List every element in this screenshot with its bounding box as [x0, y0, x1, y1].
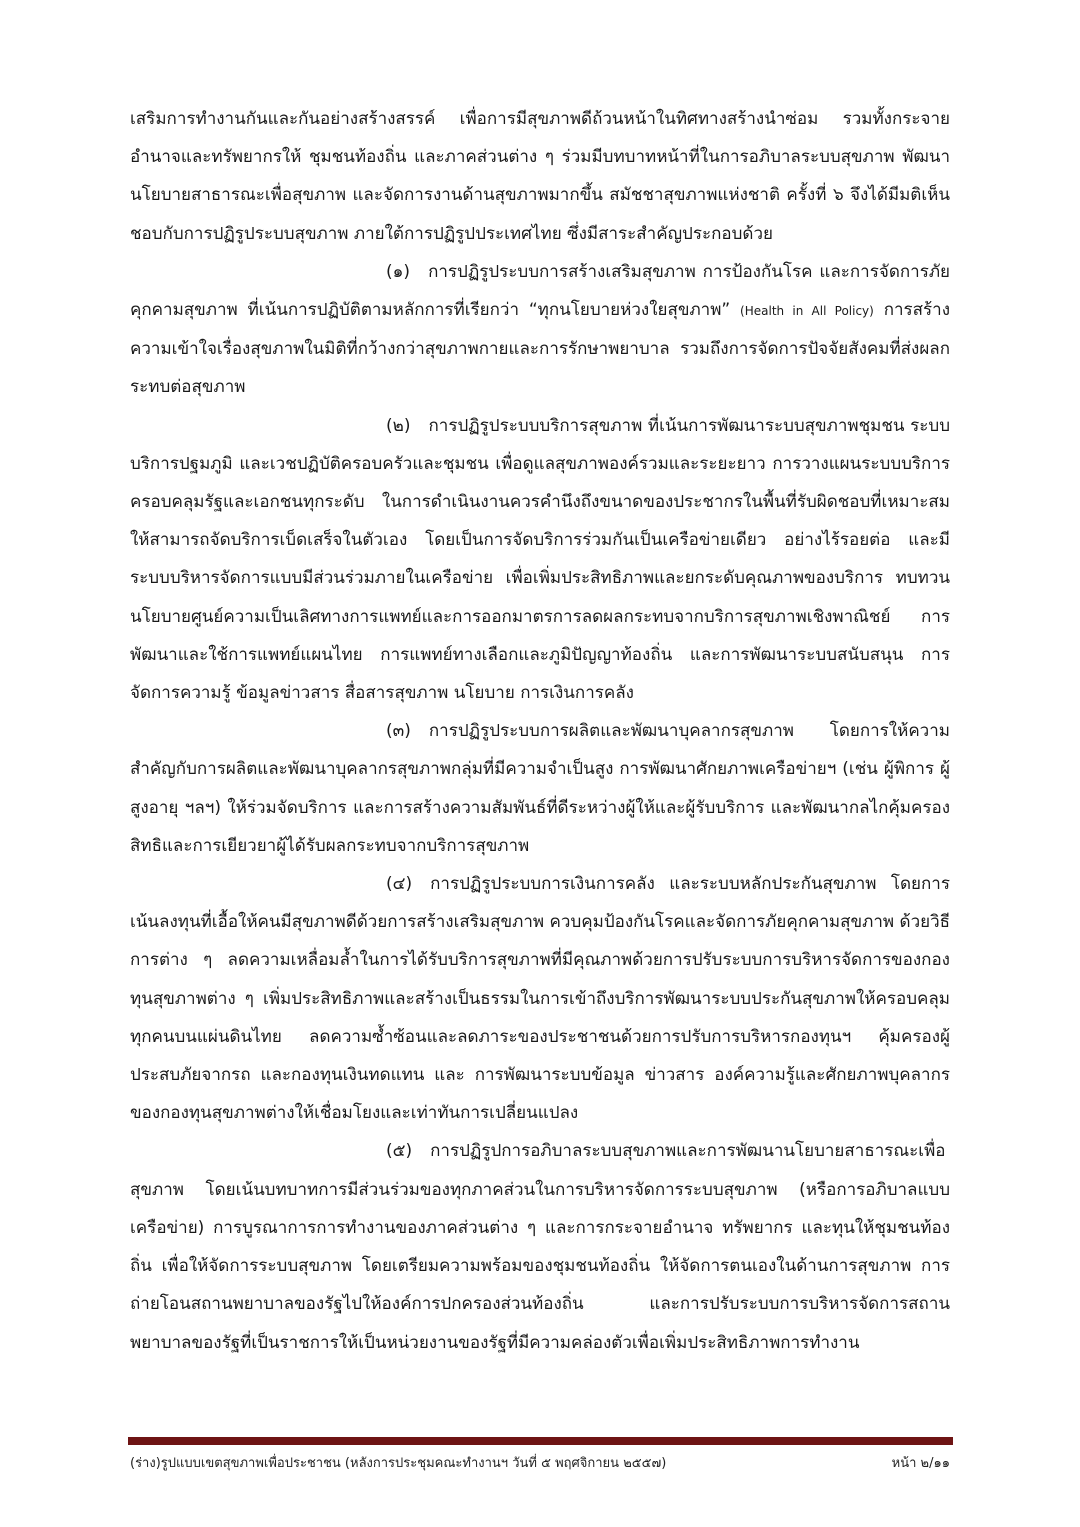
- paragraph-item-3: [130, 712, 950, 865]
- item-1-text-a: การปฏิรูประบบการสร้างเสริมสุขภาพ การป้องกันโรค และการจัดการภัยคุกคามสุขภาพ ที่เน้นการปฏิบัติตามหลักการที่เรียกว่า “ทุกนโยบายห่วงใยสุขภาพ”: [130, 261, 950, 321]
- paragraph-item-5: [130, 1132, 950, 1361]
- footer-divider: [128, 1437, 953, 1445]
- paragraph-item-4: [130, 865, 950, 1132]
- item-3-number: (๓): [386, 721, 411, 742]
- item-1-text-b: การสร้างความเข้าใจเรื่องสุขภาพในมิติที่กว้างกว่าสุขภาพกายและการรักษาพยาบาล รวมถึงการจัดการปัจจัยสังคมที่ส่งผลกระทบต่อสุขภาพ: [130, 300, 951, 398]
- paragraph-item-2: [130, 407, 950, 713]
- item-1-english-term: (Health in All Policy): [740, 304, 874, 319]
- item-5-number: (๕): [386, 1141, 413, 1162]
- item-4-number: (๔): [386, 874, 413, 895]
- item-3-text: การปฏิรูประบบการผลิตและพัฒนาบุคลากรสุขภาพ โดยการให้ความสำคัญกับการผลิตและพัฒนาบุคลากรสุขภาพกลุ่มที่มีความจำเป็นสูง การพัฒนาศักยภาพเครือข่ายฯ (เช่น ผู้พิการ ผู้สูงอายุ ฯลฯ) ให้ร่วมจัดบริการ และการสร้างความสัมพันธ์ที่ดีระหว่างผู้ให้และผู้รับบริการ และพัฒนากลไกคุ้มครองสิทธิและการเยียวยาผู้ได้รับผลกระทบจากบริการสุขภาพ: [130, 721, 950, 856]
- item-2-number: (๒): [386, 415, 411, 436]
- document-body: [130, 100, 950, 1362]
- item-2-text: การปฏิรูประบบบริการสุขภาพ ที่เน้นการพัฒนาระบบสุขภาพชุมชน ระบบบริการปฐมภูมิ และเวชปฏิบัติครอบครัวและชุมชน เพื่อดูแลสุขภาพองค์รวมและระยะยาว การวางแผนระบบบริการครอบคลุมรัฐและเอกชนทุกระดับ ในการดำเนินงานควรคำนึงถึงขนาดของประชากรในพื้นที่รับผิดชอบที่เหมาะสม ให้สามารถจัดบริการเบ็ดเสร็จในตัวเอง โดยเป็นการจัดบริการร่วมกันเป็นเครือข่ายเดียว อย่างไร้รอยต่อ และมีระบบบริหารจัดการแบบมีส่วนร่วมภายในเครือข่าย เพื่อเพิ่มประสิทธิภาพและยกระดับคุณภาพของบริการ ทบทวนนโยบายศูนย์ความเป็นเลิศทางการแพทย์และการออกมาตรการลดผลกระทบจากบริการสุขภาพเชิงพาณิชย์ การพัฒนาและใช้การแพทย์แผนไทย การแพทย์ทางเลือกและภูมิปัญญาท้องถิ่น และการพัฒนาระบบสนับสนุน การจัดการความรู้ ข้อมูลข่าวสาร สื่อสารสุขภาพ นโยบาย การเงินการคลัง: [130, 415, 950, 704]
- paragraph-intro: เสริมการทำงานกันและกันอย่างสร้างสรรค์ เพื่อการมีสุขภาพดีถ้วนหน้าในทิศทางสร้างนำซ่อม รวมทั้งกระจายอำนาจและทรัพยากรให้ ชุมชนท้องถิ่น และภาคส่วนต่าง ๆ ร่วมมีบทบาทหน้าที่ในการอภิบาลระบบสุขภาพ พัฒนานโยบายสาธารณะเพื่อสุขภาพ และจัดการงานด้านสุขภาพมากขึ้น สมัชชาสุขภาพแห่งชาติ ครั้งที่ ๖ จึงได้มีมติเห็นชอบกับการปฏิรูประบบสุขภาพ ภายใต้การปฏิรูปประเทศไทย ซึ่งมีสาระสำคัญประกอบด้วย: [130, 109, 950, 244]
- footer-document-title: (ร่าง)รูปแบบเขตสุขภาพเพื่อประชาชน (หลังการประชุมคณะทำงานฯ วันที่ ๕ พฤศจิกายน ๒๕๕๗): [130, 1456, 667, 1471]
- item-1-number: (๑): [386, 261, 411, 282]
- footer-page-number: หน้า ๒/๑๑: [891, 1456, 950, 1471]
- page-footer: [130, 1452, 950, 1473]
- item-5-text: การปฏิรูปการอภิบาลระบบสุขภาพและการพัฒนานโยบายสาธารณะเพื่อสุขภาพ โดยเน้นบทบาทการมีส่วนร่วมของทุกภาคส่วนในการบริหารจัดการระบบสุขภาพ (หรือการอภิบาลแบบเครือข่าย) การบูรณาการการทำงานของภาคส่วนต่าง ๆ และการกระจายอำนาจ ทรัพยากร และทุนให้ชุมชนท้องถิ่น เพื่อให้จัดการระบบสุขภาพ โดยเตรียมความพร้อมของชุมชนท้องถิ่น ให้จัดการตนเองในด้านการสุขภาพ การถ่ายโอนสถานพยาบาลของรัฐไปให้องค์การปกครองส่วนท้องถิ่น และการปรับระบบการบริหารจัดการสถานพยาบาลของรัฐที่เป็นราชการให้เป็นหน่วยงานของรัฐที่มีความคล่องตัวเพื่อเพิ่มประสิทธิภาพการทำงาน: [130, 1141, 950, 1353]
- paragraph-item-1: [130, 253, 950, 407]
- item-4-text: การปฏิรูประบบการเงินการคลัง และระบบหลักประกันสุขภาพ โดยการเน้นลงทุนที่เอื้อให้คนมีสุขภาพดีด้วยการสร้างเสริมสุขภาพ ควบคุมป้องกันโรคและจัดการภัยคุกคามสุขภาพ ด้วยวิธีการต่าง ๆ ลดความเหลื่อมล้ำในการได้รับบริการสุขภาพที่มีคุณภาพด้วยการปรับระบบการบริหารจัดการของกองทุนสุขภาพต่าง ๆ เพิ่มประสิทธิภาพและสร้างเป็นธรรมในการเข้าถึงบริการพัฒนาระบบประกันสุขภาพให้ครอบคลุมทุกคนบนแผ่นดินไทย ลดความซ้ำซ้อนและลดภาระของประชาชนด้วยการปรับการบริหารกองทุนฯ คุ้มครองผู้ประสบภัยจากรถ และกองทุนเงินทดแทน และ การพัฒนาระบบข้อมูล ข่าวสาร องค์ความรู้และศักยภาพบุคลากรของกองทุนสุขภาพต่างให้เชื่อมโยงและเท่าทันการเปลี่ยนแปลง: [130, 874, 950, 1124]
